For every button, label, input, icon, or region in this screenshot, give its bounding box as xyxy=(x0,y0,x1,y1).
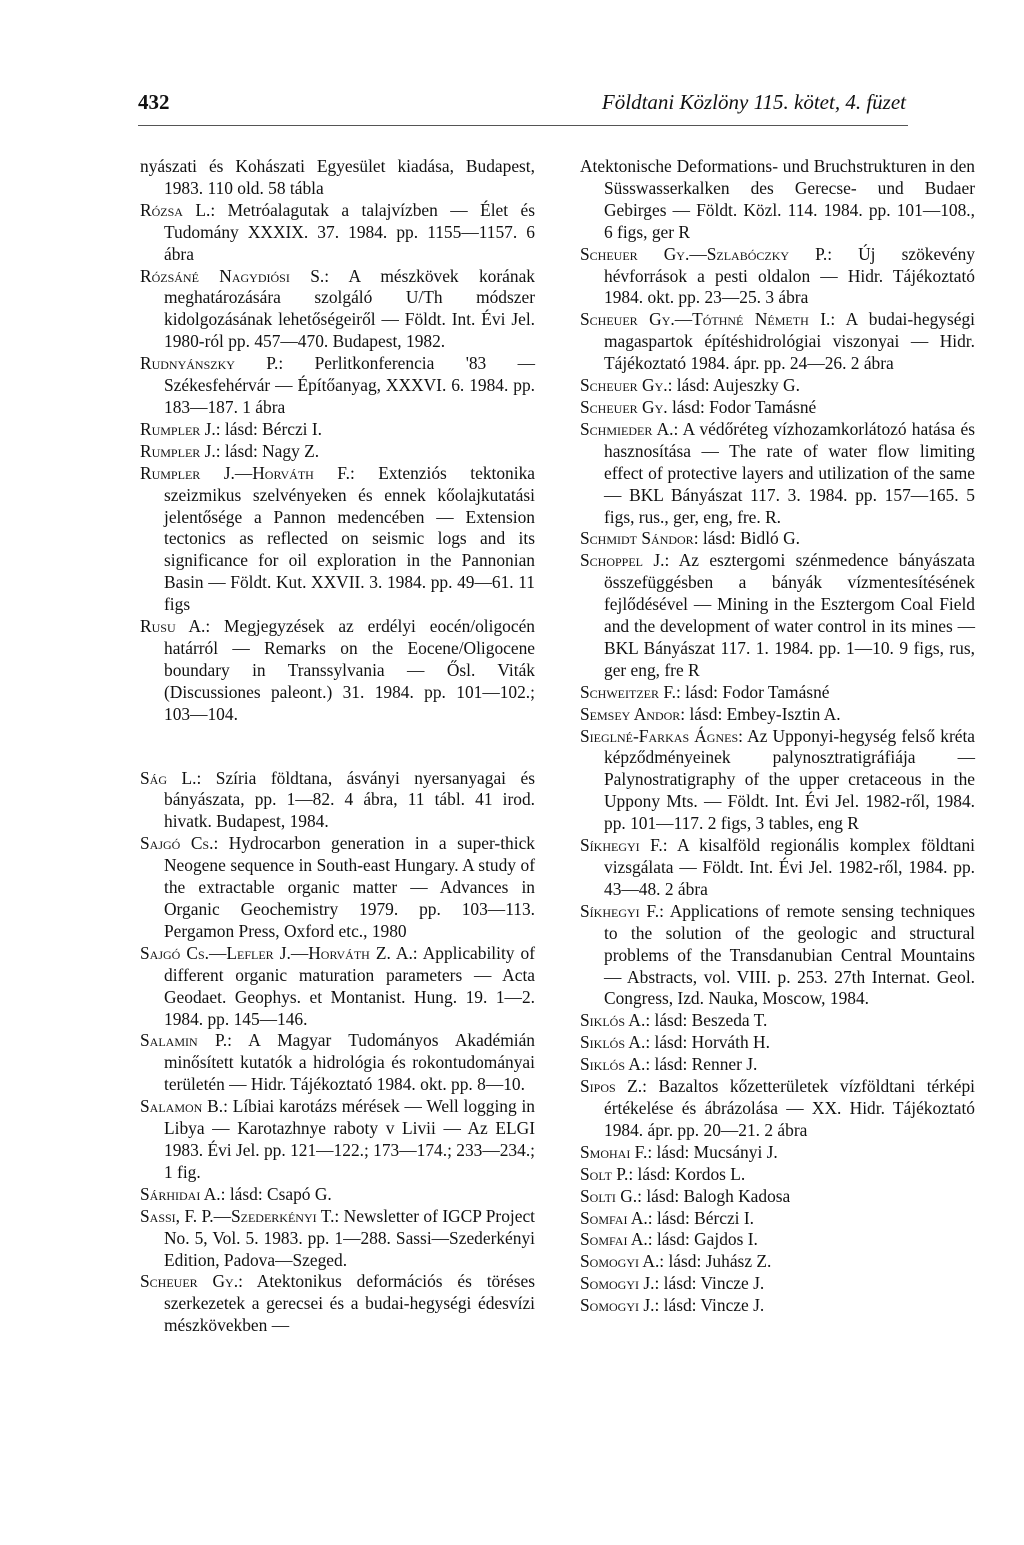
entry-author: Sassi, F. P.—Szederkényi T. xyxy=(140,1205,335,1226)
bibliography-entry xyxy=(140,1184,535,1206)
bibliography-entry xyxy=(140,353,535,419)
left-entries xyxy=(140,156,535,726)
entry-text: : Metróalagutak a talajvízben — Élet és Tudomány XXXIX. 37. 1984. pp. 1155—1157. 6 ábra xyxy=(164,199,535,264)
left-entries-s xyxy=(140,768,535,1338)
entry-author: Sipos Z. xyxy=(580,1076,643,1097)
bibliography-entry xyxy=(580,1076,975,1142)
bibliography-entry xyxy=(140,1206,535,1272)
entry-text: : lásd: Vincze J. xyxy=(654,1295,765,1316)
entry-text: : Szíria földtana, ásványi nyersanyagai és bányászata, pp. 1—82. 4 ábra, 11 tábl. 41 irod. hivatk. Budapest, 1984. xyxy=(164,767,535,832)
entry-text: : Applicability of different organic maturation parameters — Acta Geodaet. Geophys. et Montanist. Hung. 19. 1—2. 1984. pp. 145—146. xyxy=(164,942,535,1029)
entry-author: Salamin P. xyxy=(140,1030,228,1051)
entry-author: Sajgó Cs. xyxy=(140,833,214,854)
entry-text: : lásd: Nagy Z. xyxy=(215,440,320,461)
entry-text: : Líbiai karotázs mérések — Well logging in Libya — Karotazhnye raboty v Livii — Az ELGI 1983. Évi Jel. pp. 121—122.; 173—174.; 233—234.; 1 fig. xyxy=(164,1096,535,1182)
page-number: 432 xyxy=(138,90,170,114)
bibliography-entry xyxy=(580,682,975,704)
entry-text: : Hydrocarbon generation in a super-thick Neogene sequence in South-east Hungary. A study of the extractable organic matter — Advances in Organic Geochemistry 1979. pp. 103—113. Pergamon Press, Oxford etc., 1980 xyxy=(164,833,535,941)
entry-author: Rózsa L. xyxy=(140,199,211,220)
entry-author: Siklós A. xyxy=(580,1010,646,1031)
bibliography-entry xyxy=(580,1010,975,1032)
entry-text: : A védőréteg vízhozamkorlátozó hatása és hasznosítása — The rate of water flow limiting effect of protective layers and utilization of the same — BKL Bányászat 117. 3. 1984. pp. 157—165. 5 figs, rus., ger, eng, fre. R. xyxy=(604,418,975,527)
entry-author: Semsey Andor xyxy=(580,703,681,724)
bibliography-entry xyxy=(140,419,535,441)
bibliography-entry xyxy=(140,1030,535,1096)
entry-author: Scheuer Gy. xyxy=(580,396,668,417)
entry-author: Ság L. xyxy=(140,767,197,788)
bibliography-entry xyxy=(580,375,975,397)
entry-text: : lásd: Bérczi I. xyxy=(215,418,322,439)
bibliography-entry xyxy=(580,1186,975,1208)
entry-text: nyászati és Kohászati Egyesület kiadása, Budapest, 1983. 110 old. 58 tábla xyxy=(140,156,535,198)
entry-text: : Newsletter of IGCP Project No. 5, Vol. 5. 1983. pp. 1—288. Sassi—Szederkényi Edition, Padova—Szeged. xyxy=(164,1205,535,1270)
bibliography-entry xyxy=(140,1271,535,1337)
entry-author: Somfai A. xyxy=(580,1229,648,1250)
entry-text: : Az Upponyi-hegység felső kréta képződményeinek palynosztratigráfiája — Palynostratigraphy of the upper cretaceous in the Uppony Mts. — Földt. Int. Évi Jel. 1982-ről, 1984. pp. 101—117. 2 figs, 3 tables, eng R xyxy=(604,725,976,834)
bibliography-entry xyxy=(140,616,535,726)
entry-author: Síkhegyi F. xyxy=(580,900,660,921)
entry-text: : lásd: Fodor Tamásné xyxy=(675,681,830,702)
bibliography-entry xyxy=(580,309,975,375)
entry-text: : Új szökevény hévforrások a pesti oldalon — Hidr. Tájékoztató 1984. okt. pp. 23—25. 3 ábra xyxy=(604,243,975,308)
entry-author: Schmidt Sándor xyxy=(580,528,694,549)
entry-author: Salamon B. xyxy=(140,1096,224,1117)
entry-author: Somogyi J. xyxy=(580,1273,655,1294)
entry-author: Rumpler J. xyxy=(140,440,216,461)
entry-author: Rumpler J. xyxy=(140,418,216,439)
bibliography-entry xyxy=(580,550,975,681)
entry-text: : A kisalföld regionális komplex földtani vizsgálata — Földt. Int. Évi Jel. 1982-ről, 1984. pp. 43—48. 2 ábra xyxy=(604,835,975,899)
entry-text: : lásd: Bidló G. xyxy=(693,528,800,549)
bibliography-entry xyxy=(580,835,975,901)
bibliography-entry xyxy=(140,441,535,463)
entry-text: : A budai-hegységi magaspartok építéshidrológiai viszonyai — Hidr. Tájékoztató 1984. ápr. pp. 24—26. 2 ábra xyxy=(604,309,975,374)
entry-text: : Perlitkonferencia '83 — Székesfehérvár — Építőanyag, XXXVI. 6. 1984. pp. 183—187. 1 ábra xyxy=(164,353,535,417)
bibliography-entry xyxy=(580,1054,975,1076)
entry-text: : lásd: Vincze J. xyxy=(654,1273,765,1294)
bibliography-entry xyxy=(140,1096,535,1184)
bibliography-entry xyxy=(580,1229,975,1251)
bibliography-entry xyxy=(580,704,975,726)
entry-text: : Extenziós tektonika szeizmikus szelvényeken és ennek kőolajkutatási jelentősége a Pannon medencében — Extension tectonics as reflected on seismic logs and its significance for oil exploration in the Pannonian Basin — Földt. Kut. XXVII. 3. 1984. pp. 49—61. 11 figs xyxy=(164,462,535,615)
bibliography-entry xyxy=(140,768,535,834)
entry-author: Solti G. xyxy=(580,1185,638,1206)
journal-title: Földtani Közlöny 115. kötet, 4. füzet xyxy=(601,90,906,114)
entry-author: Smohai F. xyxy=(580,1141,648,1162)
entry-text: : lásd: Embey-Isztin A. xyxy=(680,703,841,724)
entry-author: Scheuer Gy.—Szlabóczky P. xyxy=(580,243,828,264)
entry-author: Sajgó Cs.—Lefler J.—Horváth Z. A. xyxy=(140,942,413,963)
bibliography-entry xyxy=(580,1295,975,1317)
bibliography-entry xyxy=(140,833,535,943)
left-column xyxy=(140,156,535,1337)
bibliography-entry xyxy=(580,156,975,244)
entry-author: Schweitzer F. xyxy=(580,681,676,702)
entry-author: Sieglné-Farkas Ágnes xyxy=(580,725,739,746)
entry-author: Somogyi J. xyxy=(580,1295,655,1316)
entry-text: : lásd: Aujeszky G. xyxy=(667,375,800,396)
entry-text: Atektonische Deformations- und Bruchstrukturen in den Süsswasserkalken des Gerecse- und Budaer Gebirges — Földt. Közl. 114. 1984. pp. 101—108., 6 figs, ger R xyxy=(580,156,975,242)
entry-author: Scheuer Gy.—Tóthné Németh I. xyxy=(580,309,831,330)
entry-text: : A mészkövek korának meghatározására szolgáló U/Th módszer kidolgozásának lehetőségeiről — Földt. Int. Évi Jel. 1980-ról pp. 457—470. Budapest, 1982. xyxy=(164,265,535,352)
entry-author: Schmieder A. xyxy=(580,418,674,439)
bibliography-entry xyxy=(580,528,975,550)
bibliography-entry xyxy=(140,943,535,1031)
bibliography-entry xyxy=(140,200,535,266)
entry-text: : lásd: Balogh Kadosa xyxy=(637,1185,791,1206)
entry-text: : lásd: Horváth H. xyxy=(645,1032,770,1053)
entry-author: Rózsáné Nagydiósi S. xyxy=(140,265,325,286)
entry-text: : Atektonikus deformációs és töréses szerkezetek a gerecsei és a budai-hegységi édesvízi mészkövekben — xyxy=(164,1271,535,1336)
entry-author: Somfai A. xyxy=(580,1207,648,1228)
bibliography-entry xyxy=(140,463,535,616)
entry-author: Rusu A. xyxy=(140,616,206,637)
header-rule xyxy=(138,125,908,126)
entry-text: : Applications of remote sensing techniques to the solution of the geologic and structural problems of the Transdanubian Central Mountains — Abstracts, vol. VIII. p. 253. 27th Internat. Geol. Congress, Izd. Nauka, Moscow, 1984. xyxy=(604,900,975,1009)
entry-author: Siklós A. xyxy=(580,1054,646,1075)
entry-text: : lásd: Bérczi I. xyxy=(647,1207,754,1228)
entry-text: : lásd: Beszeda T. xyxy=(645,1010,768,1031)
bibliography-entry xyxy=(580,1032,975,1054)
entry-text: : lásd: Gajdos I. xyxy=(647,1229,758,1250)
entry-author: Rumpler J.—Horváth F. xyxy=(140,462,350,483)
entry-author: Síkhegyi F. xyxy=(580,835,663,856)
entry-author: Somogyi A. xyxy=(580,1251,660,1272)
column-gap xyxy=(140,726,535,768)
entry-author: Siklós A. xyxy=(580,1032,646,1053)
right-entries xyxy=(580,156,975,1317)
entry-text: : Az esztergomi szénmedence bányászata összefüggésben a bányák vízmentesítésének fejlődésével — Mining in the Esztergom Coal Field and the development of water control in its mines — BKL Bányászat 117. 1. 1984. pp. 1—10. 9 figs, rus, ger eng, fre R xyxy=(604,550,975,680)
entry-text: : lásd: Kordos L. xyxy=(628,1163,746,1184)
bibliography-entry xyxy=(580,1208,975,1230)
entry-text: : lásd: Csapó G. xyxy=(220,1183,332,1204)
entry-text: : Megjegyzések az erdélyi eocén/oligocén határról — Remarks on the Eocene/Oligocene boundary in Transsylvania — Ősl. Viták (Discussiones paleont.) 31. 1984. pp. 101—102.; 103—104. xyxy=(164,616,535,724)
bibliography-entry xyxy=(140,156,535,200)
entry-text: : lásd: Juhász Z. xyxy=(659,1251,772,1272)
bibliography-entry xyxy=(580,1251,975,1273)
bibliography-entry xyxy=(580,901,975,1011)
entry-text: : A Magyar Tudományos Akadémián minősített kutatók a hidrológia és rokontudományai területén — Hidr. Tájékoztató 1984. okt. pp. 8—10. xyxy=(164,1030,535,1095)
bibliography-entry xyxy=(580,1142,975,1164)
bibliography-entry xyxy=(580,419,975,529)
bibliography-entry xyxy=(580,397,975,419)
right-column xyxy=(580,156,975,1317)
entry-author: Schoppel J. xyxy=(580,550,665,571)
entry-text: : lásd: Renner J. xyxy=(645,1054,758,1075)
bibliography-entry xyxy=(580,244,975,310)
page-header xyxy=(138,90,906,124)
bibliography-entry xyxy=(140,266,535,354)
entry-text: : Bazaltos kőzetterületek vízföldtani térképi értékelése és ábrázolása — XX. Hidr. Tájékoztató 1984. ápr. pp. 20—21. 2 ábra xyxy=(604,1076,975,1140)
bibliography-entry xyxy=(580,726,975,836)
bibliography-entry xyxy=(580,1164,975,1186)
entry-author: Sárhidai A. xyxy=(140,1183,221,1204)
entry-author: Scheuer Gy. xyxy=(580,375,668,396)
entry-author: Rudnyánszky P. xyxy=(140,353,279,374)
entry-text: : lásd: Mucsányi J. xyxy=(647,1141,778,1162)
entry-text: lásd: Fodor Tamásné xyxy=(667,396,817,417)
entry-author: Solt P. xyxy=(580,1163,629,1184)
entry-author: Scheuer Gy. xyxy=(140,1271,239,1292)
bibliography-entry xyxy=(580,1273,975,1295)
